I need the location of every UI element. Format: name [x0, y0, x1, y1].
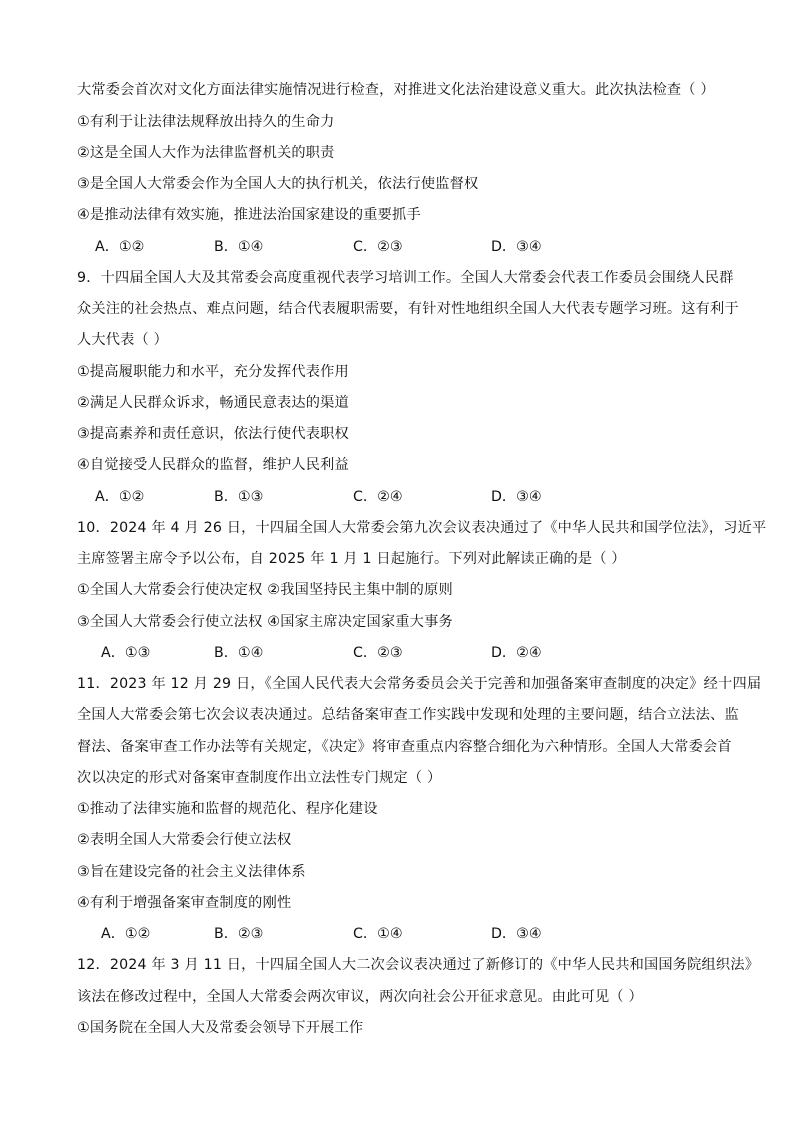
q9-option-a: A．①② [95, 489, 145, 505]
q9-item-4: ④自觉接受人民群众的监督，维护人民利益 [77, 457, 349, 473]
q11-option-a: A．①② [101, 926, 151, 942]
q11-item-4: ④有利于增强备案审查制度的刚性 [77, 895, 292, 911]
q9-item-3: ③提高素养和责任意识，依法行使代表职权 [77, 426, 349, 442]
q11-option-b: B．②③ [214, 926, 264, 942]
q9-stem-line: 人大代表（ ） [77, 332, 169, 348]
q11-option-d: D．③④ [491, 926, 542, 942]
q11-stem-line: 全国人大常委会第七次会议表决通过。总结备案审查工作实践中发现和处理的主要问题，结合立法法、监 [77, 707, 739, 723]
q12-item-1: ①国务院在全国人大及常委会领导下开展工作 [77, 1020, 364, 1036]
q9-item-2: ②满足人民群众诉求，畅通民意表达的渠道 [77, 395, 349, 411]
q11-stem-line: 督法、备案审查工作办法等有关规定，《决定》将审查重点内容整合细化为六种情形。全国人大常委会首 [77, 739, 732, 755]
q10-items-row-1: ①全国人大常委会行使决定权 ②我国坚持民主集中制的原则 [77, 582, 453, 598]
q9-item-1: ①提高履职能力和水平，充分发挥代表作用 [77, 364, 349, 380]
q10-option-d: D．②④ [491, 645, 542, 661]
q9-option-d: D．③④ [491, 489, 542, 505]
q8-option-c: C．②③ [353, 239, 403, 255]
q8-item-2: ②这是全国人大作为法律监督机关的职责 [77, 145, 335, 161]
q11-stem-line: 11．2023 年 12 月 29 日，《全国人民代表大会常务委员会关于完善和加强备案审查制度的决定》经十四届 [77, 676, 762, 692]
q10-option-c: C．②③ [353, 645, 403, 661]
q11-item-1: ①推动了法律实施和监督的规范化、程序化建设 [77, 801, 378, 817]
q8-item-3: ③是全国人大常委会作为全国人大的执行机关，依法行使监督权 [77, 176, 479, 192]
q10-option-b: B．①④ [214, 645, 264, 661]
q10-stem-line: 主席签署主席令予以公布，自 2025 年 1 月 1 日起施行。下列对此解读正确的是（ ） [77, 551, 626, 567]
q12-stem-line: 该法在修改过程中，全国人大常委会两次审议，两次向社会公开征求意见。由此可见（ ） [77, 989, 643, 1005]
q12-stem-line: 12．2024 年 3 月 11 日，十四届全国人大二次会议表决通过了新修订的《中华人民共和国国务院组织法》 [77, 957, 760, 973]
q9-stem-line: 9．十四届全国人大及其常委会高度重视代表学习培训工作。全国人大常委会代表工作委员会围绕人民群 [77, 270, 734, 286]
q9-option-b: B．①③ [214, 489, 264, 505]
q10-option-a: A．①③ [101, 645, 151, 661]
q8-option-d: D．③④ [491, 239, 542, 255]
q11-item-3: ③旨在建设完备的社会主义法律体系 [77, 864, 306, 880]
q11-stem-line: 次以决定的形式对备案审查制度作出立法性专门规定（ ） [77, 770, 442, 786]
q9-option-c: C．②④ [353, 489, 403, 505]
q8-stem-line: 大常委会首次对文化方面法律实施情况进行检查，对推进文化法治建设意义重大。此次执法检查（ ） [77, 82, 715, 98]
q8-option-b: B．①④ [214, 239, 264, 255]
q8-option-a: A．①② [95, 239, 145, 255]
q8-item-1: ①有利于让法律法规释放出持久的生命力 [77, 114, 335, 130]
q8-item-4: ④是推动法律有效实施，推进法治国家建设的重要抓手 [77, 207, 421, 223]
q9-stem-line: 众关注的社会热点、难点问题，结合代表履职需要，有针对性地组织全国人大代表专题学习班。这有利于 [77, 301, 739, 317]
q10-stem-line: 10．2024 年 4 月 26 日，十四届全国人大常委会第九次会议表决通过了《中华人民共和国学位法》，习近平 [77, 520, 767, 536]
q11-item-2: ②表明全国人大常委会行使立法权 [77, 832, 292, 848]
q11-option-c: C．①④ [353, 926, 403, 942]
q10-items-row-2: ③全国人大常委会行使立法权 ④国家主席决定国家重大事务 [77, 614, 453, 630]
